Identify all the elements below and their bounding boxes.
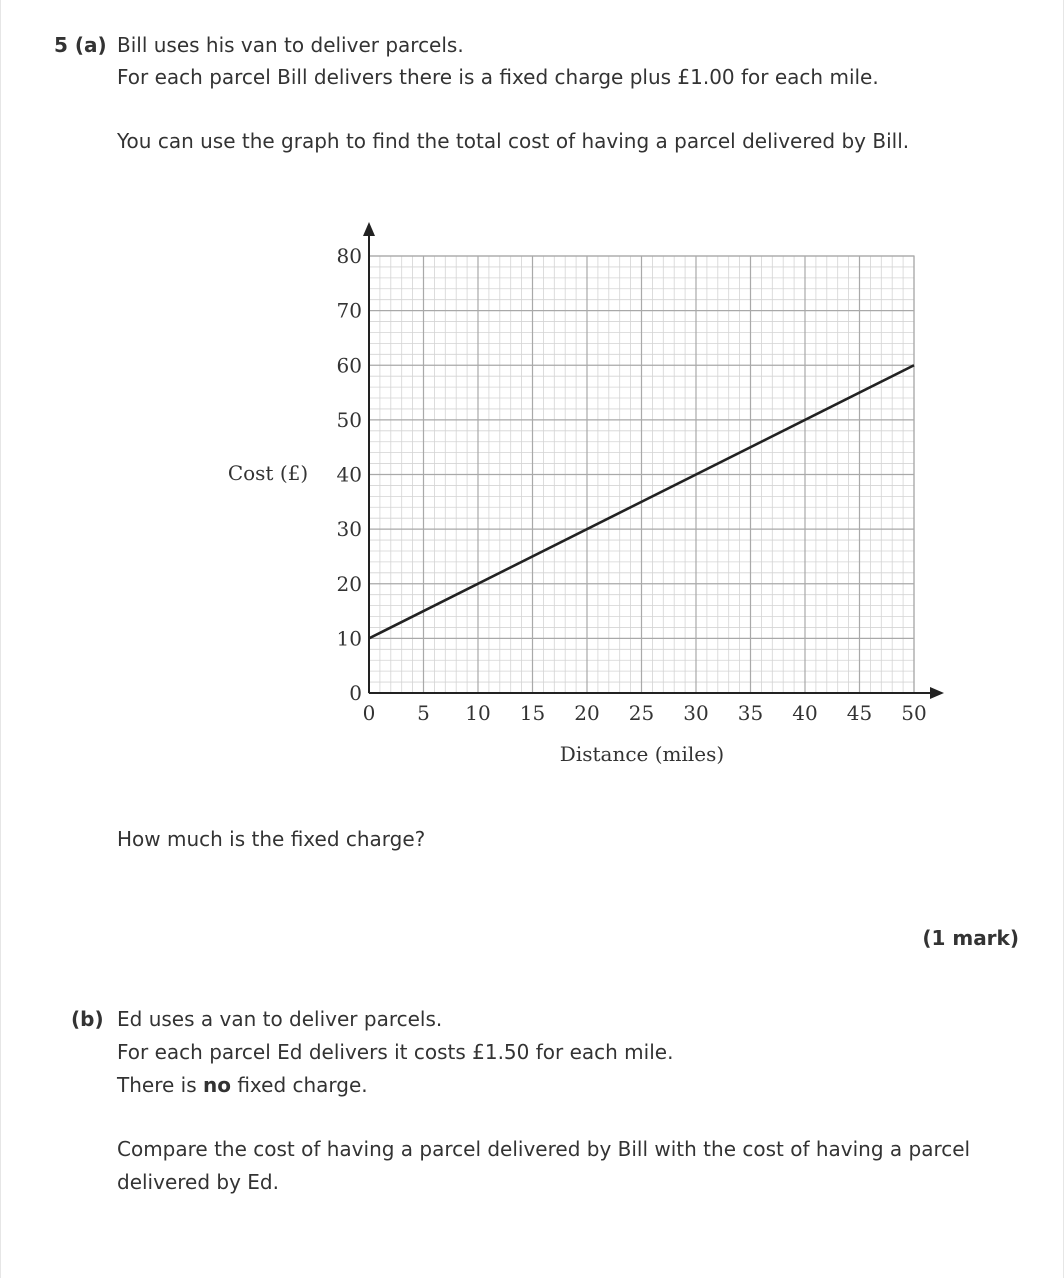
graph-tick-labels [337, 244, 927, 725]
y-axis-arrow [363, 222, 375, 236]
part-b-line-5: delivered by Ed. [117, 1170, 279, 1194]
part-b-emphasis-no: no [202, 1073, 231, 1097]
x-tick-label: 35 [737, 701, 764, 725]
x-tick-label: 10 [465, 701, 491, 725]
x-tick-label: 0 [362, 701, 376, 725]
y-tick-label: 20 [336, 571, 362, 596]
y-tick-label: 60 [336, 353, 362, 378]
y-tick-label: 10 [336, 626, 362, 651]
x-tick-label: 50 [901, 701, 927, 725]
x-axis-arrow [930, 687, 944, 699]
x-tick-label: 25 [628, 701, 655, 725]
part-b-line-3-start: There is [117, 1073, 203, 1097]
x-tick-label: 45 [846, 701, 873, 725]
x-tick-label: 5 [417, 701, 430, 725]
x-tick-label: 15 [519, 701, 546, 725]
x-axis-label: Distance (miles) [559, 742, 725, 766]
part-b-line-3-end: fixed charge. [230, 1073, 368, 1097]
y-axis-label: Cost (£) [227, 461, 309, 485]
part-b-line-2: For each parcel Ed delivers it costs £1.50 for each mile. [117, 1040, 674, 1064]
y-tick-label: 0 [349, 681, 362, 705]
y-tick-label: 70 [336, 298, 362, 323]
question-number-b: (b) [71, 1007, 104, 1031]
part-a-question: How much is the fixed charge? [117, 827, 426, 851]
part-b-line-3 [117, 1071, 368, 1099]
x-tick-label: 20 [574, 701, 600, 725]
part-a-line-3: You can use the graph to find the total cost of having a parcel delivered by Bill. [117, 129, 910, 153]
y-tick-label: 40 [336, 462, 362, 487]
y-tick-label: 30 [336, 517, 362, 542]
marks-label: (1 mark) [922, 926, 1019, 950]
part-a-line-2: For each parcel Bill delivers there is a fixed charge plus £1.00 for each mile. [117, 65, 879, 89]
x-tick-label: 40 [792, 701, 818, 725]
part-b-line-4: Compare the cost of having a parcel delivered by Bill with the cost of having a parcel [117, 1137, 971, 1161]
question-number-a: 5 (a) [54, 33, 107, 57]
y-tick-label: 50 [336, 407, 362, 432]
y-tick-label: 80 [336, 244, 362, 268]
part-b-line-1: Ed uses a van to deliver parcels. [117, 1007, 443, 1031]
part-a-line-1: Bill uses his van to deliver parcels. [117, 33, 464, 57]
x-tick-label: 30 [683, 701, 709, 725]
